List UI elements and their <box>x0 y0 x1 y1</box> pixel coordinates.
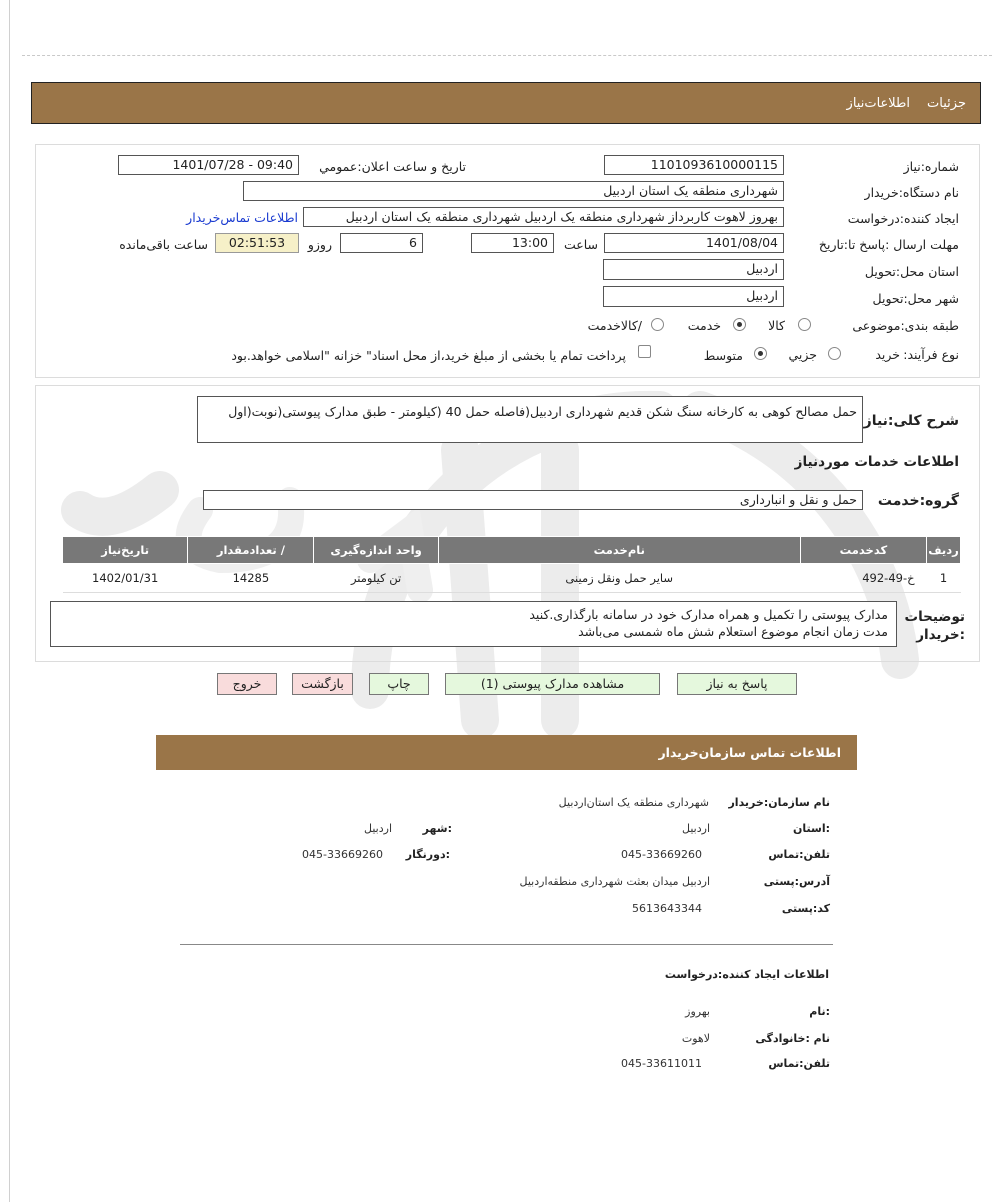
need-info-panel <box>35 144 980 378</box>
buyer-notes-line-2: مدت زمان انجام موضوع استعلام شش ماه شمسی می‌باشد <box>578 624 888 639</box>
need-number-field: 1101093610000115 <box>604 155 784 175</box>
reply-button[interactable]: پاسخ به نیاز <box>677 673 797 695</box>
requester-phone-label: تلفن:تماس <box>768 1057 830 1070</box>
delivery-province-label: استان محل:تحویل <box>864 264 959 279</box>
section-divider <box>180 944 833 945</box>
contact-city-label: :شهر <box>422 822 452 835</box>
buyer-contact-link[interactable]: اطلاعات تماس‌خریدار <box>186 210 298 225</box>
table-header-row <box>63 537 961 564</box>
contact-fax-label: :دورنگار <box>405 848 450 861</box>
contact-city-value: اردبیل <box>364 822 392 835</box>
treasury-payment-note: پرداخت تمام یا بخشی از مبلغ خرید،از محل اسناد" خزانه "اسلامی خواهد.بود <box>231 348 626 363</box>
page-top-rule <box>22 55 992 56</box>
cell-qty: 14285 <box>188 564 314 593</box>
col-code-header: کدخدمت <box>800 537 926 564</box>
buyer-notes-label-1: توضیحات <box>904 609 965 625</box>
requester-name-label: :نام <box>809 1005 830 1018</box>
category-goods-label: کالا <box>768 318 785 333</box>
countdown-timer: 02:51:53 <box>215 233 299 253</box>
contact-org-label: نام سازمان:خریدار <box>728 796 830 809</box>
cell-unit: تن کیلومتر <box>314 564 438 593</box>
delivery-province-field: اردبیل <box>603 259 784 280</box>
print-button[interactable]: چاپ <box>369 673 429 695</box>
cell-row: 1 <box>927 564 961 593</box>
creator-field: بهروز لاهوت کاربرداز شهرداری منطقه یک اردبیل شهرداری منطقه یک استان اردبیل <box>303 207 784 227</box>
back-button[interactable]: بازگشت <box>292 673 353 695</box>
cell-code: خ-49-492 <box>800 564 926 593</box>
process-type-label: نوع فرآیند: <box>903 347 959 362</box>
category-label: طبقه بندی:موضوعی <box>852 318 959 333</box>
category-service-label: خدمت <box>687 318 721 333</box>
buyer-org-field: شهرداری منطقه یک استان اردبیل <box>243 181 784 201</box>
deadline-label: مهلت ارسال :پاسخ تا:تاریخ <box>818 237 959 252</box>
delivery-city-field: اردبیل <box>603 286 784 307</box>
buyer-notes-line-1: مدارک پیوستی را تکمیل و همراه مدارک خود در سامانه بارگذاری.کنید <box>529 607 888 622</box>
need-number-label: شماره:نیاز <box>903 159 959 174</box>
contact-phone-label: تلفن:تماس <box>768 848 830 861</box>
description-label: شرح کلی:نیاز <box>863 413 959 429</box>
contact-phone-value: 045-33669260 <box>621 848 702 861</box>
process-minor-label: جزیي <box>788 347 817 362</box>
deadline-hour-label: ساعت <box>563 237 598 252</box>
table-row <box>63 564 961 593</box>
col-name-header: نام‌خدمت <box>438 537 800 564</box>
buyer-notes-field <box>50 601 897 647</box>
contact-postal-value: 5613643344 <box>632 902 702 915</box>
services-title: اطلاعات خدمات موردنیاز <box>794 454 959 470</box>
treasury-payment-checkbox[interactable] <box>638 345 651 358</box>
days-label: روزو <box>307 237 332 252</box>
delivery-city-label: شهر محل:تحویل <box>872 291 959 306</box>
contact-address-label: آدرس:پستی <box>763 875 830 888</box>
buyer-notes-label-2: :خریدار <box>916 627 965 643</box>
col-qty-header: / تعدادمقدار <box>188 537 314 564</box>
category-goods-service-radio[interactable] <box>651 318 664 331</box>
contact-address-value: اردبیل میدان بعثت شهرداری منطقه‌اردبیل <box>519 875 710 888</box>
category-service-radio[interactable] <box>733 318 746 331</box>
process-medium-radio[interactable] <box>754 347 767 360</box>
requester-family-label: نام :خانوادگی <box>755 1032 830 1045</box>
view-documents-button[interactable]: مشاهده مدارک پیوستی (1) <box>445 673 660 695</box>
process-medium-label: متوسط <box>703 348 743 363</box>
category-goods-service-label: /کالاخدمت <box>587 318 642 333</box>
process-buy-label: خرید <box>875 347 900 362</box>
requester-family-value: لاهوت <box>681 1032 710 1045</box>
process-minor-radio[interactable] <box>828 347 841 360</box>
tab-details[interactable]: جزئیات <box>927 96 966 111</box>
buyer-contact-header <box>156 735 857 770</box>
announce-date-field: 1401/07/28 - 09:40 <box>118 155 299 175</box>
service-group-field: حمل و نقل و انبارداری <box>203 490 863 510</box>
requester-name-value: بهروز <box>685 1005 710 1018</box>
creator-label: ایجاد کننده:درخواست <box>847 211 959 226</box>
service-group-label: گروه:خدمت <box>877 493 959 509</box>
cell-name: سایر حمل ونقل زمینی <box>438 564 800 593</box>
need-details-header <box>31 82 981 124</box>
contact-postal-label: کد:پستی <box>781 902 830 915</box>
deadline-time-field: 13:00 <box>471 233 554 253</box>
tab-need-info[interactable]: اطلاعات‌نیاز <box>846 96 910 111</box>
buyer-contact-title: اطلاعات تماس سازمان‌خریدار <box>658 745 841 760</box>
remaining-days-field: 6 <box>340 233 423 253</box>
contact-fax-value: 045-33669260 <box>302 848 383 861</box>
requester-phone-value: 045-33611011 <box>621 1057 702 1070</box>
contact-org-value: شهرداری منطقه یک استان‌اردبیل <box>558 796 709 809</box>
requester-title: اطلاعات ایجاد کننده:درخواست <box>664 968 829 981</box>
services-table <box>62 536 961 593</box>
cell-date: 1402/01/31 <box>63 564 188 593</box>
deadline-date-field: 1401/08/04 <box>604 233 784 253</box>
col-date-header: تاریخ‌نیاز <box>63 537 188 564</box>
contact-province-label: :استان <box>793 822 830 835</box>
category-goods-radio[interactable] <box>798 318 811 331</box>
page-left-rule <box>9 0 10 1202</box>
remaining-label: ساعت باقی‌مانده <box>119 237 208 252</box>
contact-province-value: اردبیل <box>682 822 710 835</box>
col-unit-header: واحد اندازه‌گیری <box>314 537 438 564</box>
exit-button[interactable]: خروج <box>217 673 277 695</box>
announce-date-label: تاریخ و ساعت اعلان:عمومي <box>319 159 466 174</box>
description-field: حمل مصالح کوهی به کارخانه سنگ شکن قدیم شهرداری اردبیل(فاصله حمل 40 (کیلومتر - طبق مدارک پیوستی(نوبت(اول <box>197 396 863 443</box>
buyer-org-label: نام دستگاه:خریدار <box>864 185 959 200</box>
col-row-header: ردیف <box>927 537 961 564</box>
